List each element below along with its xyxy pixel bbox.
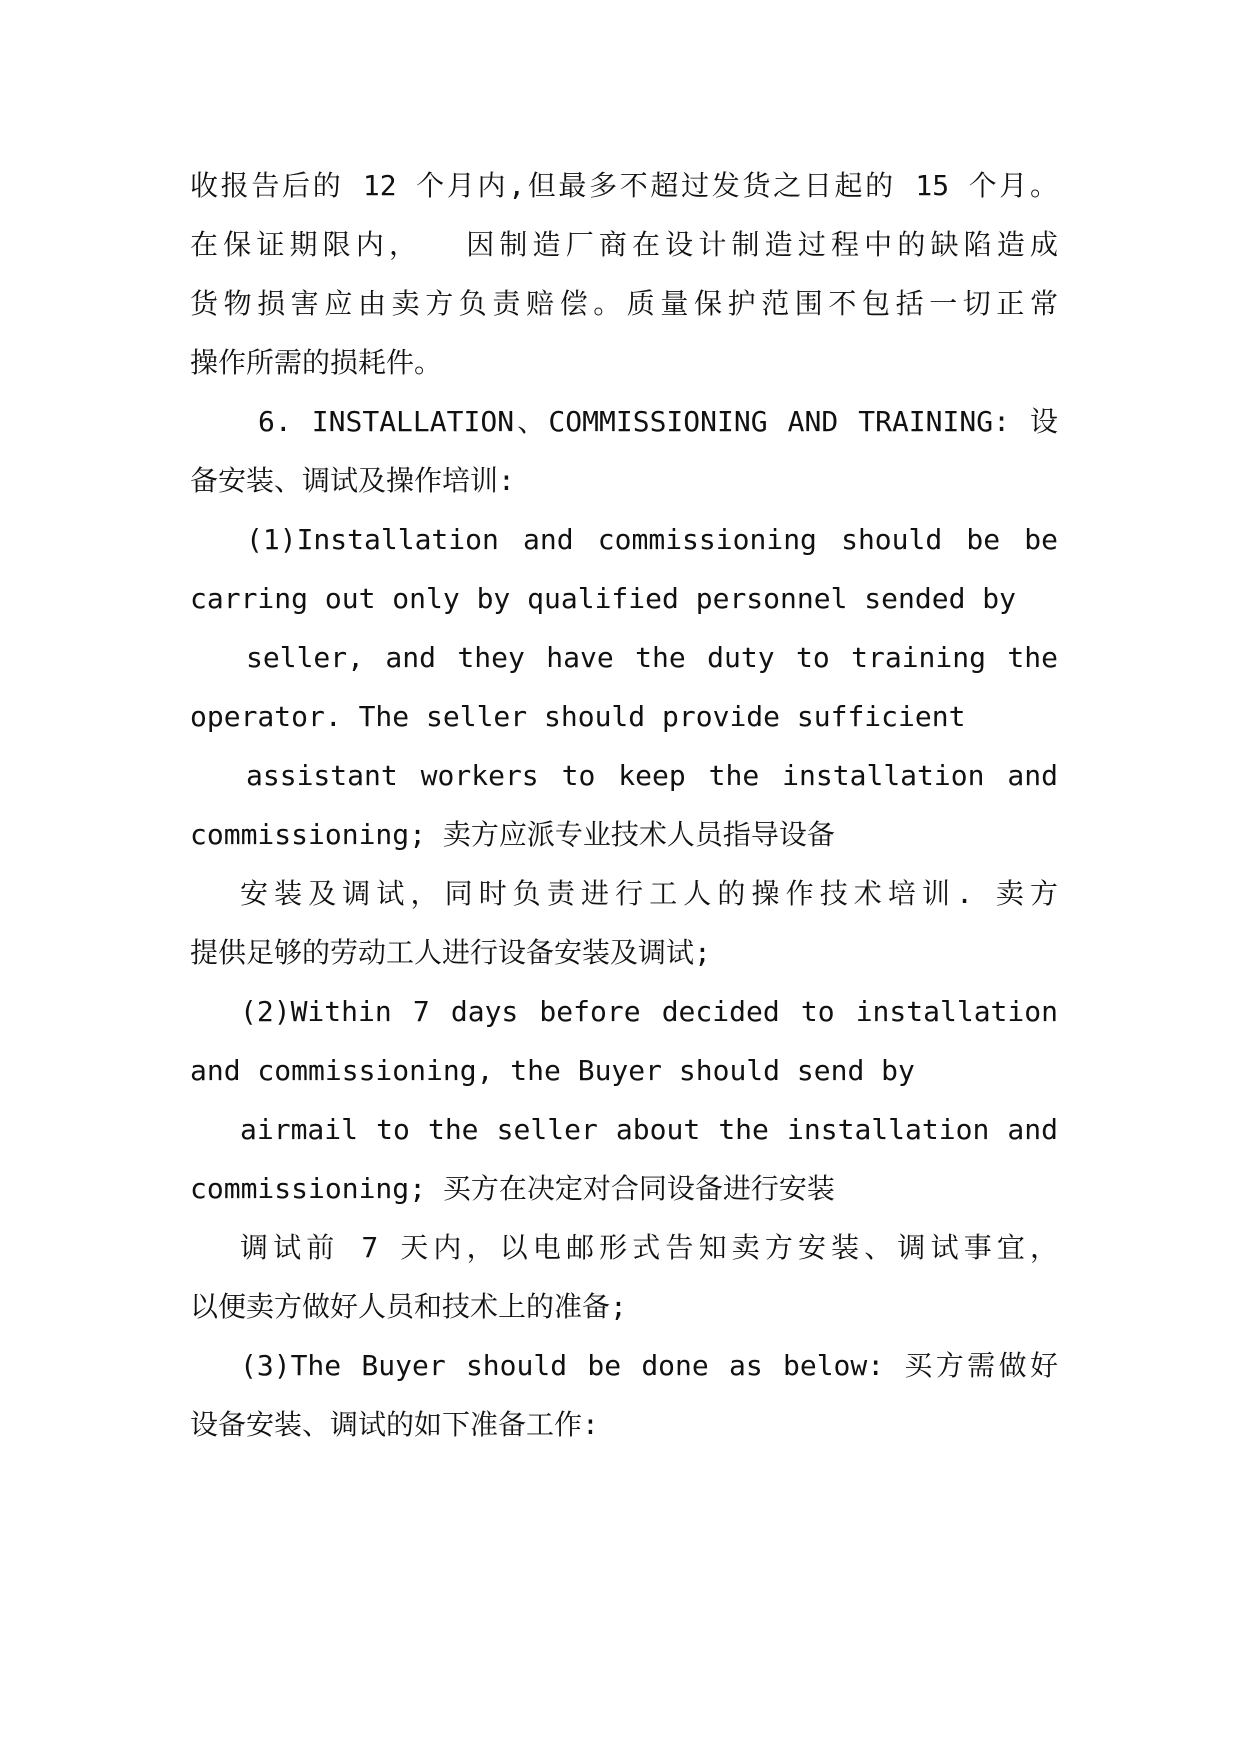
text-line: 安装及调试，同时负责进行工人的操作技术培训. 卖方 [240, 877, 1058, 910]
text-line: commissioning; 买方在决定对合同设备进行安装 [190, 1172, 835, 1205]
text-line: 在保证期限内， 因制造厂商在设计制造过程中的缺陷造成 [190, 228, 1058, 261]
text-line: 货物损害应由卖方负责赔偿。质量保护范围不包括一切正常 [190, 287, 1058, 320]
text-line: 收报告后的 12 个月内,但最多不超过发货之日起的 15 个月。 [190, 169, 1058, 202]
text-line: 设备安装、调试的如下准备工作: [190, 1408, 599, 1441]
text-line: 操作所需的损耗件。 [190, 346, 443, 379]
section-heading: 6. INSTALLATION、COMMISSIONING AND TRAINING: 设 [258, 405, 1058, 438]
text-line: (2)Within 7 days before decided to installation [240, 995, 1058, 1028]
text-line: 提供足够的劳动工人进行设备安装及调试; [190, 936, 711, 969]
text-line: carring out only by qualified personnel sended by [190, 582, 1017, 615]
text-line: commissioning; 卖方应派专业技术人员指导设备 [190, 818, 835, 851]
section-heading-continuation: 备安装、调试及操作培训: [190, 464, 515, 497]
text-line: and commissioning, the Buyer should send by [190, 1054, 915, 1087]
text-line: assistant workers to keep the installation and [246, 759, 1058, 792]
text-line: 调试前 7 天内，以电邮形式告知卖方安装、调试事宜， [240, 1231, 1058, 1264]
text-line: 以便卖方做好人员和技术上的准备; [190, 1290, 627, 1323]
text-line: (3)The Buyer should be done as below: 买方需做好 [240, 1349, 1058, 1382]
text-line: seller, and they have the duty to training the [246, 641, 1058, 674]
text-line: airmail to the seller about the installation and [240, 1113, 1058, 1146]
text-line: operator. The seller should provide sufficient [190, 700, 966, 733]
text-line: (1)Installation and commissioning should be be [246, 523, 1058, 556]
